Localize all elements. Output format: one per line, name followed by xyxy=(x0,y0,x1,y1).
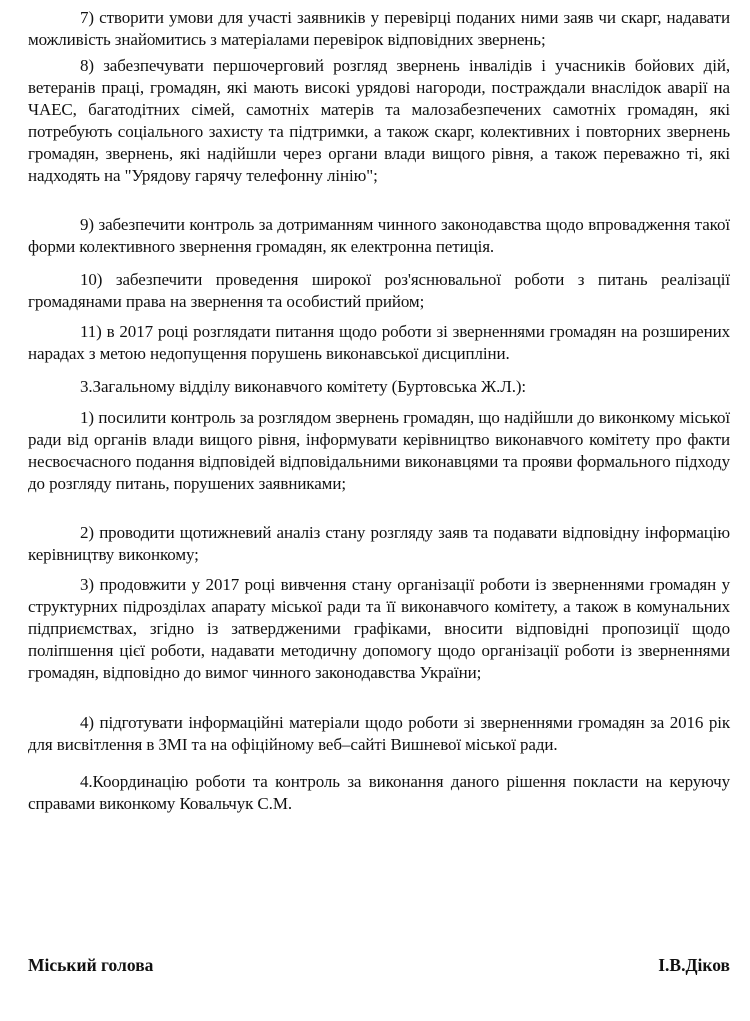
section-3-item-4: 4) підготувати інформаційні матеріали щодо роботи зі зверненнями громадян за 2016 рік для висвітлення в ЗМІ та на офіційному веб–сайті Вишневої міської ради. xyxy=(28,713,730,754)
signature-position: Міський голова xyxy=(28,955,154,975)
section-3-item-1: 1) посилити контроль за розглядом звернень громадян, що надійшли до виконкому міської ради від органів влади вищого рівня, інформувати керівництво виконавчого комітету про факти несвоєчасного подання відповідей відповідальними виконавцями та прояви формального підходу до розгляду питань, порушених заявниками; xyxy=(28,408,730,493)
section-3-heading: 3.Загальному відділу виконавчого комітету (Буртовська Ж.Л.): xyxy=(80,377,527,396)
paragraph-item-10: 10) забезпечити проведення широкої роз'яснювальної роботи з питань реалізації громадянами права на звернення та особистий прийом; xyxy=(28,270,730,311)
paragraph-item-9: 9) забезпечити контроль за дотриманням чинного законодавства щодо впровадження такої форми колективного звернення громадян, як електронна петиція. xyxy=(28,215,730,256)
signature-name: І.В.Діков xyxy=(658,955,730,975)
signature-block xyxy=(28,955,730,976)
paragraph-item-11: 11) в 2017 році розглядати питання щодо роботи зі зверненнями громадян на розширених нарадах з метою недопущення порушень виконавської дисципліни. xyxy=(28,322,730,363)
section-3-item-3: 3) продовжити у 2017 році вивчення стану організації роботи із зверненнями громадян у структурних підрозділах апарату міської ради та її виконавчого комітету, а також в комунальних підприємствах, згідно із затвердженими графіками, вносити відповідні пропозиції щодо поліпшення цієї роботи, надавати методичну допомогу щодо організації роботи із зверненнями громадян, відповідно до вимог чинного законодавства України; xyxy=(28,575,730,682)
paragraph-item-8: 8) забезпечувати першочерговий розгляд звернень інвалідів і учасників бойових дій, ветеранів праці, громадян, які мають високі урядові нагороди, постраждали внаслідок аварії на ЧАЕС, багатодітних сімей, самотніх матерів та малозабезпечених самотніх громадян, які потребують соціального захисту та підтримки, а також скарг, колективних і повторних звернень громадян, звернень, які надійшли через органи влади вищого рівня, а також переважно ті, які надходять на "Урядову гарячу телефонну лінію"; xyxy=(28,56,730,185)
section-4-paragraph: 4.Координацію роботи та контроль за виконання даного рішення покласти на керуючу справами виконкому Ковальчук С.М. xyxy=(28,772,730,813)
section-3-item-2: 2) проводити щотижневий аналіз стану розгляду заяв та подавати відповідну інформацію керівництву виконкому; xyxy=(28,523,730,564)
paragraph-item-7: 7) створити умови для участі заявників у перевірці поданих ними заяв чи скарг, надавати можливість знайомитись з матеріалами перевірок відповідних звернень; xyxy=(28,8,730,49)
